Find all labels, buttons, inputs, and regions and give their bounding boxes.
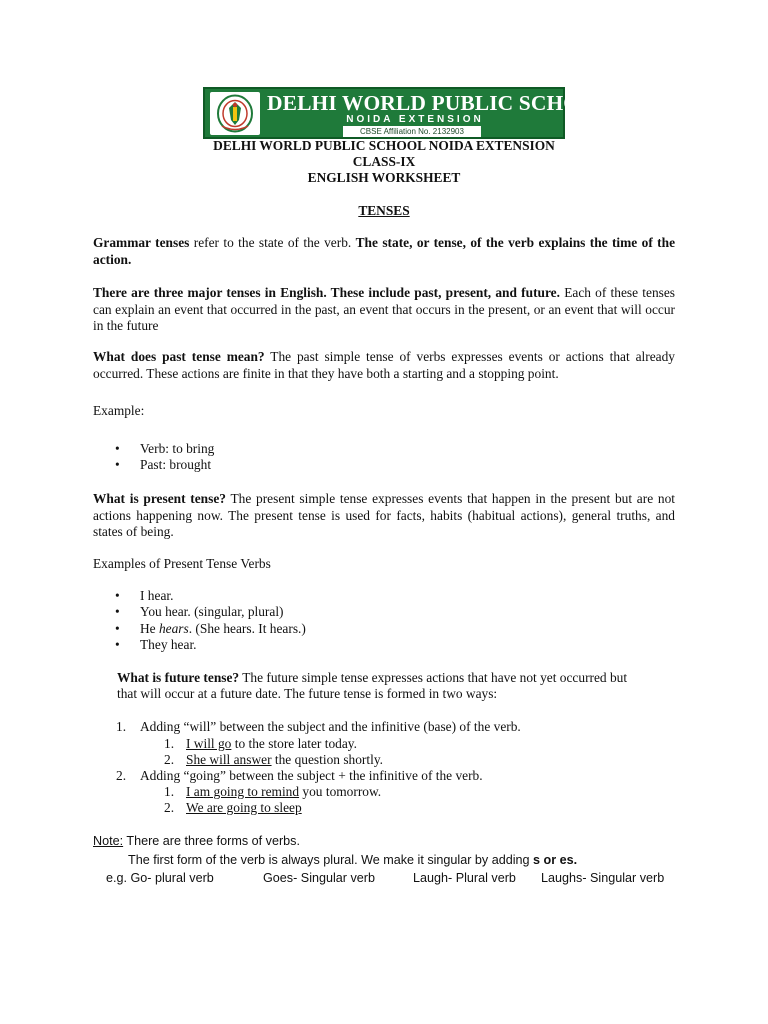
way-1-text: Adding “will” between the subject and the infinitive (base) of the verb. xyxy=(140,719,521,734)
bullet-icon: • xyxy=(115,441,120,456)
present-tense-question: What is present tense? xyxy=(93,491,226,506)
bullet-icon: • xyxy=(115,604,120,619)
list-item xyxy=(115,457,211,474)
past-example-label: Example: xyxy=(93,403,145,418)
school-crest-icon xyxy=(210,92,260,135)
bullet-icon: • xyxy=(115,588,120,603)
logo-school-name: DELHI WORLD PUBLIC SCHOOL xyxy=(267,91,612,115)
present-bullet-4: They hear. xyxy=(140,637,197,652)
bullet-icon: • xyxy=(115,637,120,652)
header-school-line: DELHI WORLD PUBLIC SCHOOL NOIDA EXTENSION xyxy=(213,138,555,153)
way-1-example-2-rest: the question shortly. xyxy=(271,752,383,767)
present-examples-label: Examples of Present Tense Verbs xyxy=(93,556,271,571)
note-line-1 xyxy=(93,833,300,850)
intro-bold-term: Grammar tenses xyxy=(93,235,190,250)
intro-bold-definition: The state, or tense, of the verb explains the time of the action. xyxy=(93,235,676,267)
bullet-icon: • xyxy=(115,457,120,472)
list-item xyxy=(164,800,302,817)
list-item xyxy=(115,588,173,605)
list-item xyxy=(164,784,381,801)
way-1-example-2-number: 2. xyxy=(164,752,175,767)
way-2-number: 2. xyxy=(116,768,127,783)
intro-text: refer to the state of the verb. xyxy=(189,235,356,250)
past-tense-question: What does past tense mean? xyxy=(93,349,265,364)
logo-subtitle: NOIDA EXTENSION xyxy=(346,114,484,125)
note-example-2: Goes- Singular verb xyxy=(263,871,375,885)
way-2-text: Adding “going” between the subject + the infinitive of the verb. xyxy=(140,768,483,783)
major-tenses-text: Each of these tenses can explain an event that occurred in the past, an event that occurs in the present, or an event that will occur in the future xyxy=(93,285,676,333)
major-tenses-paragraph xyxy=(93,285,675,335)
way-1-example-2-underlined: She will answer xyxy=(186,752,272,767)
header-class-line: CLASS-IX xyxy=(352,154,416,169)
way-2-example-2-number: 2. xyxy=(164,800,175,815)
list-item xyxy=(115,441,214,458)
past-bullet-1: Verb: to bring xyxy=(140,441,215,456)
way-1-example-1-number: 1. xyxy=(164,736,175,751)
note-line-2 xyxy=(128,852,577,869)
way-2-example-2-underlined: We are going to sleep xyxy=(186,800,302,815)
note-line-2-text: The first form of the verb is always plural. We make it singular by adding xyxy=(128,853,534,867)
way-2-example-1-underlined: I am going to remind xyxy=(186,784,300,799)
future-tense-text-1: The future simple tense expresses actions that have not yet occurred but xyxy=(239,670,628,685)
present-bullet-3-pre: He xyxy=(140,621,159,636)
header-worksheet-line: ENGLISH WORKSHEET xyxy=(307,170,461,185)
future-tense-line-1 xyxy=(117,670,627,687)
past-tense-paragraph xyxy=(93,349,675,382)
note-example-4: Laughs- Singular verb xyxy=(541,871,665,885)
topic-title xyxy=(0,203,768,220)
present-bullet-2: You hear. (singular, plural) xyxy=(140,604,284,619)
note-example-3: Laugh- Plural verb xyxy=(413,871,516,885)
note-line-2-bold: s or es. xyxy=(533,853,578,867)
list-item xyxy=(116,719,521,736)
list-item xyxy=(115,604,284,621)
logo-affiliation: CBSE Affiliation No. 2132903 xyxy=(343,126,481,137)
past-bullet-2: Past: brought xyxy=(140,457,212,472)
school-logo-banner xyxy=(203,87,612,139)
topic-title-text: TENSES xyxy=(358,203,410,218)
present-bullet-1: I hear. xyxy=(140,588,174,603)
list-item xyxy=(164,736,357,753)
present-tense-paragraph xyxy=(93,491,675,541)
future-tense-line-2: that will occur at a future date. The future tense is formed in two ways: xyxy=(117,686,498,701)
bullet-icon: • xyxy=(115,621,120,636)
note-text: There are three forms of verbs. xyxy=(123,834,300,848)
future-tense-question: What is future tense? xyxy=(117,670,240,685)
note-example-1: e.g. Go- plural verb xyxy=(106,871,214,885)
way-1-example-1-underlined: I will go xyxy=(186,736,232,751)
list-item xyxy=(115,621,306,638)
way-2-example-1-rest: you tomorrow. xyxy=(299,784,382,799)
list-item xyxy=(164,752,383,769)
way-1-example-1-rest: to the store later today. xyxy=(231,736,357,751)
major-tenses-bold: There are three major tenses in English. These include past, present, and future. xyxy=(93,285,560,300)
present-bullet-3-emphasis: hears xyxy=(158,621,189,636)
present-bullet-3-post: . (She hears. It hears.) xyxy=(188,621,306,636)
list-item xyxy=(116,768,483,785)
note-label: Note: xyxy=(93,834,124,848)
intro-paragraph xyxy=(93,235,675,268)
way-2-example-1-number: 1. xyxy=(164,784,175,799)
list-item xyxy=(115,637,197,654)
way-1-number: 1. xyxy=(116,719,127,734)
past-tense-text: The past simple tense of verbs expresses events or actions that already occurred. These actions are finite in that they have both a starting and a stopping point. xyxy=(93,349,675,381)
present-tense-text: The present simple tense expresses events that happen in the present but are not actions happening now. The present tense is used for facts, habits (habitual actions), general truths, and states of being. xyxy=(93,491,675,539)
